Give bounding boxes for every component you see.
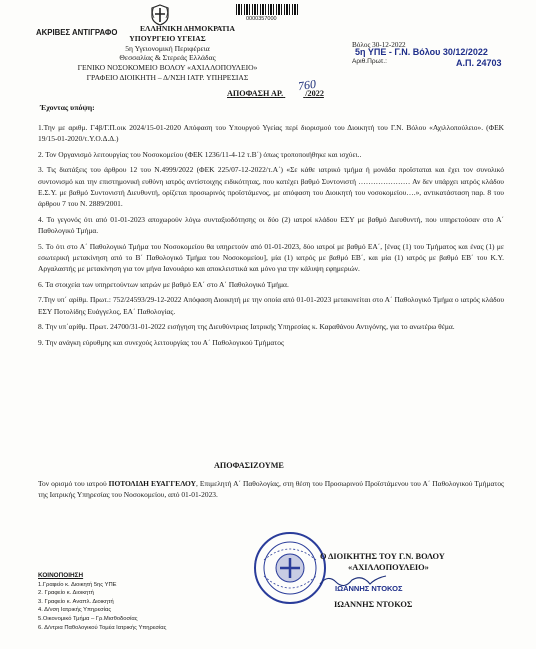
protocol-stamp-line2: Α.Π. 24703 — [456, 58, 502, 68]
considerations — [38, 122, 504, 348]
consideration-6: 6. Τα στοιχεία των υπηρετούντων ιατρών με βαθμό ΕΑ΄ στο Α΄ Παθολογικό Τμήμα. — [38, 279, 289, 289]
cc-title: ΚΟΙΝΟΠΟΙΗΣΗ — [38, 572, 84, 579]
cc-item: 6. Δ/ντρια Παθολογικού Τομέα Ιατρικής Υπηρεσίας — [38, 624, 167, 631]
signatory-name: ΙΩΑΝΝΗΣ ΝΤΟΚΟΣ — [334, 600, 413, 609]
cc-item: 1.Γραφείο κ. Διοικητή 5ης ΥΠΕ — [38, 581, 117, 588]
header-line-area: Θεσσαλίας & Στερεάς Ελλάδας — [119, 53, 216, 63]
cc-list — [38, 572, 166, 632]
cc-item: 4. Δ/νση Ιατρικής Υπηρεσίας — [38, 607, 112, 614]
greek-emblem-icon — [150, 4, 170, 26]
printed-date: Βόλος 30-12-2022 — [352, 41, 406, 49]
cc-item: 2. Γραφείο κ. Διοικητή — [38, 590, 94, 597]
decision-post: , Επιμελητή Α΄ Παθολογίας, στη θέση του Προσωρινού Προϊστάμενου του Α΄ Παθολογικού Τμήματος της Ιατρικής Υπηρεσίας του Νοσοκομείου, από 01-01-2023. — [38, 479, 504, 500]
consideration-3: 3. Τις διατάξεις του άρθρου 12 του Ν.4999/2022 (ΦΕΚ 225/07-12-2022/τ.Α΄) «Σε κάθε ιατρικό τμήμα ή μονάδα προΐσταται και έχει τον συνολικό συντονισμό και την επιστημονική ευθύνη ιατρός αντίστοιχης ειδικότητας, που κατέχει βαθμό Συντονιστή ………………… Αν δεν υπάρχει ιατρός κλάδου Ε.Σ.Υ. με βαθμό Συντονιστή Διευθυντή, ορίζεται προσωρινός προϊστάμενος, με απόφαση του Διοικητή του νοσοκομείου….», αντικατάσταση παρ. 8 του άρθρου 7 του Ν. 2889/2001. — [38, 165, 504, 209]
certified-copy-label: ΑΚΡΙΒΕΣ ΑΝΤΙΓΡΑΦΟ — [36, 28, 118, 37]
consideration-7: 7.Την υπ΄ αρίθμ. Πρωτ.: 752/24593/29-12-2022 Απόφαση Διοικητή με την οποία από 01-01-2023 μετακινείται στο Α΄ Παθολογικό Τμήμα ο ιατρός κλάδου ΕΣΥ Ποτολίδης Ευάγγελος, ΕΑ΄ Παθολογίας. — [38, 295, 504, 316]
protocol-label: Αριθ.Πρωτ.: — [352, 58, 387, 65]
decision-pre: Τον ορισμό του ιατρού — [38, 479, 109, 488]
barcode-number: 0000357000 — [246, 16, 277, 22]
signatory-title: Ο ΔΙΟΙΚΗΤΗΣ ΤΟΥ Γ.Ν. ΒΟΛΟΥ — [320, 552, 445, 561]
handwritten-number: 760 — [297, 76, 317, 94]
having-regard-heading: Έχοντας υπόψη: — [40, 103, 95, 112]
protocol-stamp-line1: 5η ΥΠΕ - Γ.Ν. Βόλου 30/12/2022 — [355, 47, 488, 57]
decision-text — [38, 478, 504, 501]
consideration-2: 2. Τον Οργανισμό λειτουργίας του Νοσοκομείου (ΦΕΚ 1236/11-4-12 τ.Β΄) όπως τροποποιήθηκε και ισχύει.. — [38, 149, 362, 159]
letterhead — [60, 24, 275, 83]
header-line-hospital: ΓΕΝΙΚΟ ΝΟΣΟΚΟΜΕΙΟ ΒΟΛΟΥ «ΑΧΙΛΛΟΠΟΥΛΕΙΟ» — [77, 63, 258, 73]
handwritten-signature — [318, 572, 388, 588]
consideration-9: 9. Την ανάγκη εύρυθμης και συνεχούς λειτουργίας του Α΄ Παθολογικού Τμήματος — [38, 337, 284, 347]
cc-item: 3. Γραφείο κ. Αναπλ. Διοικητή — [38, 598, 114, 605]
header-line-ministry: ΥΠΟΥΡΓΕΙΟ ΥΓΕΙΑΣ — [129, 33, 206, 43]
decide-heading: ΑΠΟΦΑΣΙΖΟΥΜΕ — [214, 461, 284, 470]
doctor-name: ΠΟΤΟΛΙΔΗ ΕΥΑΓΓΕΛΟΥ — [108, 479, 196, 488]
signature-stamp-name: ΙΩΑΝΝΗΣ ΝΤΟΚΟΣ — [335, 584, 403, 593]
consideration-5: 5. Το ότι στο Α΄ Παθολογικό Τμήμα του Νοσοκομείου θα υπηρετούν από 01-01-2023, δύο ιατροί με βαθμό ΕΑ΄, [ένας (1) του Τμήματος και ένας (1) με εσωτερική μετακίνηση από το Β΄ Παθολογικό Τμήμα του Νοσοκομείου], μία (1) ιατρός με βαθμό ΕΒ΄, και μία (1) ιατρός με βαθμό ΕΒ΄ του Κ.Υ. Αργαλαστής με μετακίνηση για τον μήνα Ιανουάριο και αποκλειστικά και μόνο για την κάλυψη εφημεριών. — [38, 241, 504, 274]
consideration-4: 4. Το γεγονός ότι από 01-01-2023 αποχωρούν λόγω συνταξιοδότησης οι δύο (2) ιατροί κλάδου ΕΣΥ με βαθμό Διευθυντή, που υπηρετούσαν στο Α΄ Παθολογικό Τμήμα. — [38, 214, 504, 236]
consideration-8: 8. Την υπ΄αρίθμ. Πρωτ. 24700/31-01-2022 εισήγηση της Διευθύντριας Ιατρικής Υπηρεσίας κ. Καραθάνου Αντιγόνης, για το ανωτέρω θέμα. — [38, 322, 455, 332]
signatory-hospital: «ΑΧΙΛΛΟΠΟΥΛΕΙΟ» — [348, 563, 429, 572]
title-year: /2022 — [305, 89, 324, 98]
header-line-republic: ΕΛΛΗΝΙΚΗ ΔΗΜΟΚΡΑΤΙΑ — [139, 24, 235, 33]
title-text: ΑΠΟΦΑΣΗ ΑΡ. — [227, 89, 284, 98]
official-round-stamp — [252, 530, 328, 606]
consideration-1: 1.Την με αριθμ. Γ4β/Γ.Π.οικ 2024/15-01-2020 Απόφαση του Υπουργού Υγείας περί διορισμού του Διοικητή του Γ.Ν. Βόλου «Αχιλλοπούλειο». (ΦΕΚ 19/15-01-2020/τ.Υ.Ο.Δ.Δ.) — [38, 123, 504, 144]
cc-item: 5.Οικονομικό Τμήμα – Γρ.Μισθοδοσίας — [38, 615, 138, 622]
header-line-office: ΓΡΑΦΕΙΟ ΔΙΟΙΚΗΤΗ – Δ/ΝΣΗ ΙΑΤΡ. ΥΠΗΡΕΣΙΑΣ — [86, 72, 249, 82]
header-line-region: 5η Υγειονομική Περιφέρεια — [125, 43, 210, 53]
barcode — [236, 4, 300, 15]
